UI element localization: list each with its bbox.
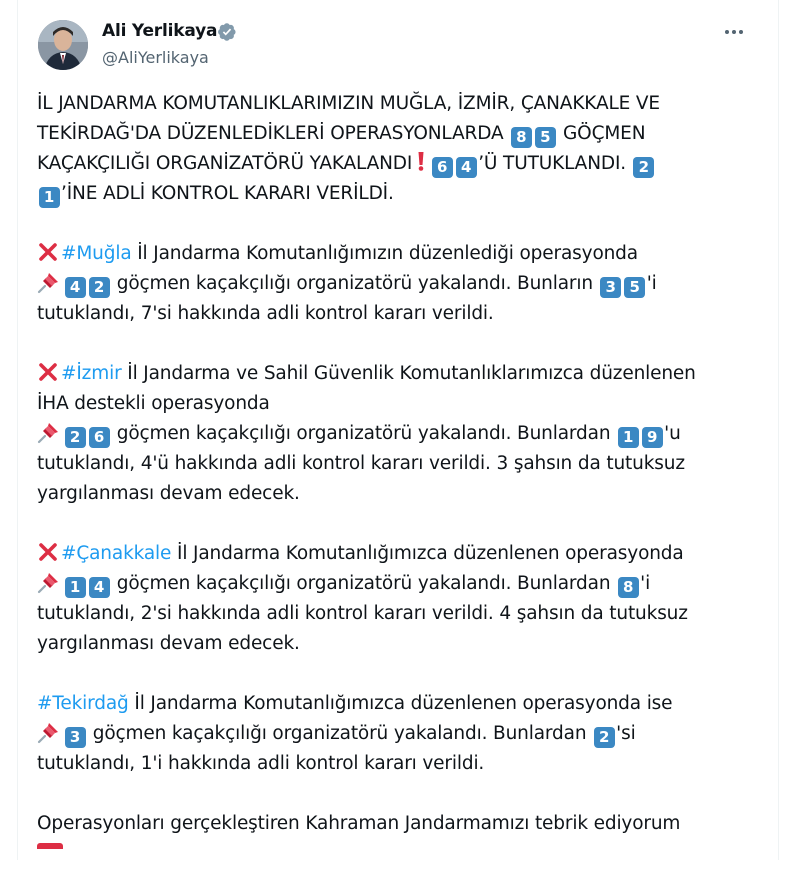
keycap-digit: 6 xyxy=(89,427,110,448)
text-segment: KAÇAKÇILIĞI ORGANİZATÖRÜ YAKALANDI xyxy=(37,153,413,174)
keycap-digit: 8 xyxy=(511,127,532,148)
text-segment: göçmen kaçakçılığı organizatörü yakalandı. Bunların xyxy=(111,273,599,294)
text-segment: İl Jandarma Komutanlığımızın düzenlediği operasyonda xyxy=(131,243,638,264)
text-segment: GÖÇMEN xyxy=(562,123,646,144)
text-line: tutuklandı, 4'ü hakkında adli kontrol kararı verildi. 3 şahsın da tutuksuz xyxy=(37,453,685,474)
keycap-digit: 3 xyxy=(600,277,621,298)
author-name[interactable]: Ali Yerlikaya xyxy=(102,21,218,41)
text-segment: İl Jandarma Komutanlığımızca düzenlenen operasyonda ise xyxy=(128,693,673,714)
keycap-digit: 2 xyxy=(633,157,654,178)
text-line: yargılanması devam edecek. xyxy=(37,633,300,654)
hashtag-izmir[interactable]: #İzmir xyxy=(61,363,122,384)
keycap-digit: 5 xyxy=(624,277,645,298)
text-segment: 'si xyxy=(616,723,636,744)
keycap-digit: 4 xyxy=(89,577,110,598)
text-line xyxy=(37,119,762,149)
keycap-digit: 1 xyxy=(39,187,60,208)
text-segment: 'i xyxy=(646,273,657,294)
text-line xyxy=(37,359,762,389)
text-line xyxy=(37,149,762,179)
text-line: İHA destekli operasyonda xyxy=(37,393,270,414)
pushpin-icon xyxy=(37,270,61,294)
text-line xyxy=(37,539,762,569)
more-options-icon[interactable] xyxy=(722,20,746,44)
text-segment: ’Ü TUTUKLANDI. xyxy=(478,153,627,174)
keycap-digit: 3 xyxy=(65,727,86,748)
keycap-digit: 2 xyxy=(89,277,110,298)
closing-paragraph xyxy=(37,809,762,839)
mugla-paragraph xyxy=(37,239,762,329)
pushpin-icon xyxy=(37,570,61,594)
keycap-digit: 9 xyxy=(642,427,663,448)
text-line xyxy=(37,689,762,719)
avatar[interactable] xyxy=(38,20,88,70)
text-segment: TEKİRDAĞ'DA DÜZENLEDİKLERİ OPERASYONLARDA xyxy=(37,123,504,144)
hashtag-canakkale[interactable]: #Çanakkale xyxy=(61,543,172,564)
keycap-digit: 4 xyxy=(65,277,86,298)
exclamation-icon xyxy=(415,150,427,172)
keycap-digit: 1 xyxy=(618,427,639,448)
text-segment: ’İNE ADLİ KONTROL KARARI VERİLDİ. xyxy=(61,183,394,204)
text-line xyxy=(37,179,762,209)
pushpin-icon xyxy=(37,720,61,744)
intro-paragraph xyxy=(37,89,762,209)
keycap-digit: 2 xyxy=(65,427,86,448)
canakkale-paragraph xyxy=(37,539,762,659)
text-line: yargılanması devam edecek. xyxy=(37,483,300,504)
cross-mark-icon xyxy=(37,241,59,263)
profile-photo xyxy=(38,20,88,70)
hashtag-tekirdag[interactable]: #Tekirdağ xyxy=(37,693,129,714)
keycap-digit: 4 xyxy=(456,157,477,178)
author-handle[interactable]: @AliYerlikaya xyxy=(102,48,209,67)
hashtag-mugla[interactable]: #Muğla xyxy=(61,243,132,264)
keycap-digit: 2 xyxy=(594,727,615,748)
text-line xyxy=(37,569,762,599)
text-line: tutuklandı, 2'si hakkında adli kontrol kararı verildi. 4 şahsın da tutuksuz xyxy=(37,603,688,624)
text-line: tutuklandı, 7'si hakkında adli kontrol kararı verildi. xyxy=(37,303,494,324)
text-segment: göçmen kaçakçılığı organizatörü yakalandı. Bunlardan xyxy=(111,423,617,444)
text-segment: göçmen kaçakçılığı organizatörü yakalandı. Bunlardan xyxy=(111,573,617,594)
keycap-digit: 5 xyxy=(535,127,556,148)
flag-icon xyxy=(37,843,63,849)
text-segment: 'i xyxy=(640,573,651,594)
keycap-digit: 6 xyxy=(432,157,453,178)
text-segment: İl Jandarma ve Sahil Güvenlik Komutanlıklarımızca düzenlenen xyxy=(121,363,696,384)
izmir-paragraph xyxy=(37,359,762,509)
text-line: İL JANDARMA KOMUTANLIKLARIMIZIN MUĞLA, İZMİR, ÇANAKKALE VE xyxy=(37,93,660,114)
text-line xyxy=(37,269,762,299)
text-line: tutuklandı, 1'i hakkında adli kontrol kararı verildi. xyxy=(37,753,485,774)
cross-mark-icon xyxy=(37,541,59,563)
cross-mark-icon xyxy=(37,361,59,383)
text-line xyxy=(37,239,762,269)
text-line xyxy=(37,719,762,749)
tekirdag-paragraph xyxy=(37,689,762,779)
pushpin-icon xyxy=(37,420,61,444)
text-segment: 'u xyxy=(664,423,681,444)
text-segment: göçmen kaçakçılığı organizatörü yakalandı. Bunlardan xyxy=(87,723,593,744)
verified-badge-icon xyxy=(217,22,237,42)
text-line xyxy=(37,419,762,449)
tweet-text xyxy=(37,89,762,869)
text-segment: İl Jandarma Komutanlığımızca düzenlenen operasyonda xyxy=(171,543,684,564)
keycap-digit: 1 xyxy=(65,577,86,598)
text-line: Operasyonları gerçekleştiren Kahraman Jandarmamızı tebrik ediyorum xyxy=(37,813,681,834)
keycap-digit: 8 xyxy=(618,577,639,598)
